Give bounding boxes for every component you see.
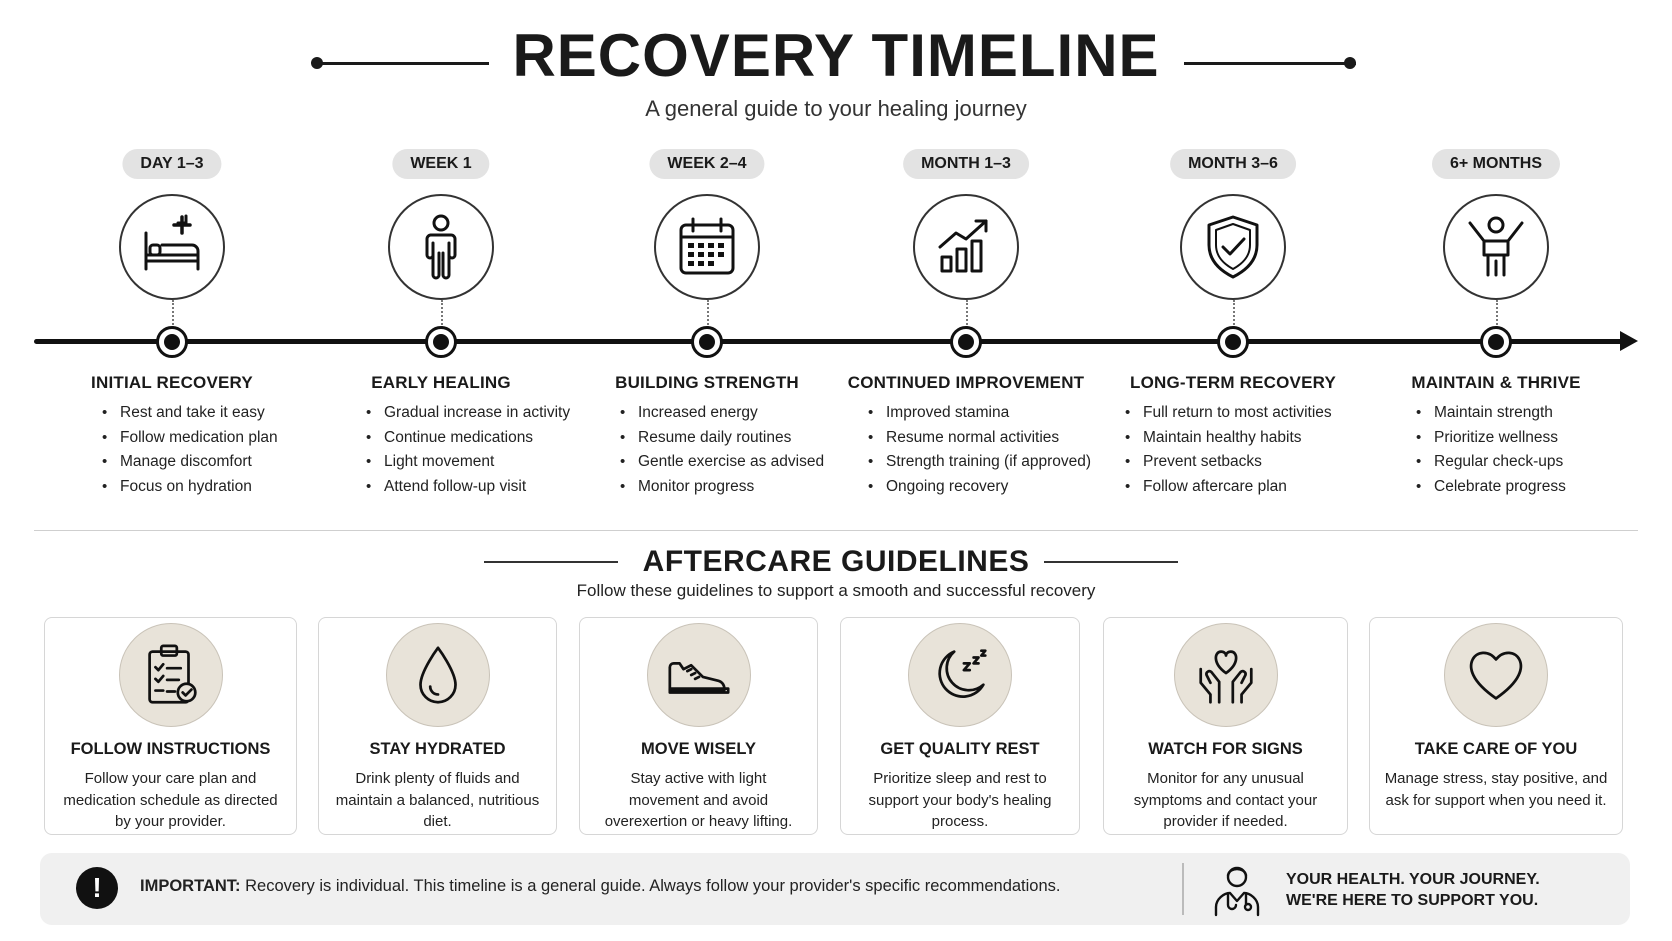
slogan-line: WE'RE HERE TO SUPPORT YOU. <box>1286 892 1539 909</box>
stage-checklist <box>620 401 824 499</box>
stage-checklist <box>366 401 570 499</box>
stage-connector <box>441 300 443 328</box>
timeline-stage <box>1356 0 1636 520</box>
timeline-stage <box>1093 0 1373 520</box>
exclamation-icon: ! <box>76 867 118 909</box>
calendar-icon <box>671 211 743 283</box>
card-text: Manage stress, stay positive, and ask for support when you need it. <box>1384 770 1608 809</box>
timeline-stage <box>826 0 1106 520</box>
shield-check-icon <box>1197 211 1269 283</box>
timeline-stage <box>567 0 847 520</box>
stage-period-badge: 6+ MONTHS <box>1432 149 1560 179</box>
stage-icon-circle <box>913 194 1019 300</box>
card-icon-circle <box>1444 623 1548 727</box>
stage-period-badge: WEEK 2–4 <box>649 149 764 179</box>
stage-heading: INITIAL RECOVERY <box>91 373 253 392</box>
stage-period-badge: MONTH 1–3 <box>903 149 1029 179</box>
list-item: • Maintain healthy habits <box>1125 426 1332 451</box>
stage-heading: MAINTAIN & THRIVE <box>1411 373 1581 392</box>
stage-heading: BUILDING STRENGTH <box>615 373 799 392</box>
list-item: • Follow aftercare plan <box>1125 475 1332 500</box>
stage-marker <box>425 326 457 358</box>
list-item: • Regular check-ups <box>1416 450 1566 475</box>
timeline-stage <box>301 0 581 520</box>
guideline-card <box>579 617 818 835</box>
celebrating-person-icon <box>1460 211 1532 283</box>
support-slogan <box>1286 869 1540 911</box>
page-title: RECOVERY TIMELINE <box>512 22 1160 89</box>
aftercare-rule-right <box>1044 561 1178 563</box>
card-icon-circle <box>386 623 490 727</box>
stage-heading: CONTINUED IMPROVEMENT <box>847 373 1085 392</box>
list-item: • Full return to most activities <box>1125 401 1332 426</box>
slogan-line: YOUR HEALTH. YOUR JOURNEY. <box>1286 871 1540 888</box>
sneaker-icon <box>664 640 734 710</box>
list-item: • Light movement <box>366 450 570 475</box>
standing-person-icon <box>405 211 477 283</box>
card-text: Prioritize sleep and rest to support your body's healing process. <box>868 770 1052 830</box>
card-icon-circle <box>647 623 751 727</box>
list-item: • Increased energy <box>620 401 824 426</box>
stage-icon-circle <box>654 194 760 300</box>
stage-period-badge: WEEK 1 <box>392 149 489 179</box>
card-icon-circle <box>908 623 1012 727</box>
stage-checklist <box>102 401 278 499</box>
list-item: • Ongoing recovery <box>868 475 1091 500</box>
list-item: • Prioritize wellness <box>1416 426 1566 451</box>
stage-checklist <box>1416 401 1566 499</box>
card-text: Follow your care plan and medication schedule as directed by your provider. <box>63 770 278 830</box>
stage-connector <box>1496 300 1498 328</box>
list-item: • Resume normal activities <box>868 426 1091 451</box>
list-item: • Celebrate progress <box>1416 475 1566 500</box>
stage-marker <box>950 326 982 358</box>
list-item: • Prevent setbacks <box>1125 450 1332 475</box>
stage-checklist <box>1125 401 1332 499</box>
stage-marker <box>1217 326 1249 358</box>
card-text: Drink plenty of fluids and maintain a balanced, nutritious diet. <box>335 770 540 830</box>
aftercare-title: AFTERCARE GUIDELINES <box>642 545 1030 578</box>
list-item: • Continue medications <box>366 426 570 451</box>
stage-heading: LONG-TERM RECOVERY <box>1129 373 1337 392</box>
page-subtitle: A general guide to your healing journey <box>645 96 1027 121</box>
stage-connector <box>1233 300 1235 328</box>
card-text: Monitor for any unusual symptoms and contact your provider if needed. <box>1133 770 1318 830</box>
moon-sleep-icon <box>925 640 995 710</box>
clipboard-checklist-icon <box>136 640 206 710</box>
list-item: • Resume daily routines <box>620 426 824 451</box>
doctor-icon <box>1212 863 1262 917</box>
aftercare-subtitle: Follow these guidelines to support a smooth and successful recovery <box>576 581 1096 600</box>
guideline-card <box>1369 617 1623 835</box>
card-title: STAY HYDRATED <box>369 740 506 758</box>
hands-heart-icon <box>1191 640 1261 710</box>
stage-heading: EARLY HEALING <box>371 373 511 392</box>
stage-connector <box>966 300 968 328</box>
card-icon-circle <box>1174 623 1278 727</box>
guideline-card <box>44 617 297 835</box>
important-text: Recovery is individual. This timeline is a general guide. Always follow your provider's specific recommendations. <box>245 877 1061 895</box>
stage-icon-circle <box>1180 194 1286 300</box>
guideline-card <box>840 617 1080 835</box>
important-label: IMPORTANT: <box>140 877 241 895</box>
list-item: • Gentle exercise as advised <box>620 450 824 475</box>
guideline-card <box>318 617 557 835</box>
stage-icon-circle <box>119 194 225 300</box>
list-item: • Improved stamina <box>868 401 1091 426</box>
stage-marker <box>1480 326 1512 358</box>
list-item: • Follow medication plan <box>102 426 278 451</box>
important-banner <box>40 853 1630 925</box>
card-title: MOVE WISELY <box>641 740 756 758</box>
section-divider <box>34 530 1638 531</box>
list-item: • Maintain strength <box>1416 401 1566 426</box>
list-item: • Manage discomfort <box>102 450 278 475</box>
card-title: TAKE CARE OF YOU <box>1414 740 1578 758</box>
card-title: FOLLOW INSTRUCTIONS <box>70 740 271 758</box>
heart-icon <box>1461 640 1531 710</box>
timeline-stage <box>32 0 312 520</box>
guideline-card <box>1103 617 1348 835</box>
stage-period-badge: MONTH 3–6 <box>1170 149 1296 179</box>
growth-chart-icon <box>930 211 1002 283</box>
list-item: • Gradual increase in activity <box>366 401 570 426</box>
list-item: • Strength training (if approved) <box>868 450 1091 475</box>
stage-icon-circle <box>1443 194 1549 300</box>
card-title: GET QUALITY REST <box>880 740 1040 758</box>
stage-connector <box>707 300 709 328</box>
stage-marker <box>691 326 723 358</box>
list-item: • Focus on hydration <box>102 475 278 500</box>
list-item: • Attend follow-up visit <box>366 475 570 500</box>
footer-divider <box>1182 863 1184 915</box>
list-item: • Monitor progress <box>620 475 824 500</box>
card-text: Stay active with light movement and avoid overexertion or heavy lifting. <box>604 770 793 830</box>
card-icon-circle <box>119 623 223 727</box>
stage-marker <box>156 326 188 358</box>
hospital-bed-icon <box>136 211 208 283</box>
card-title: WATCH FOR SIGNS <box>1148 740 1303 758</box>
water-drop-icon <box>403 640 473 710</box>
important-notice <box>140 877 1061 896</box>
stage-checklist <box>868 401 1091 499</box>
list-item: • Rest and take it easy <box>102 401 278 426</box>
stage-icon-circle <box>388 194 494 300</box>
stage-period-badge: DAY 1–3 <box>122 149 221 179</box>
stage-connector <box>172 300 174 328</box>
